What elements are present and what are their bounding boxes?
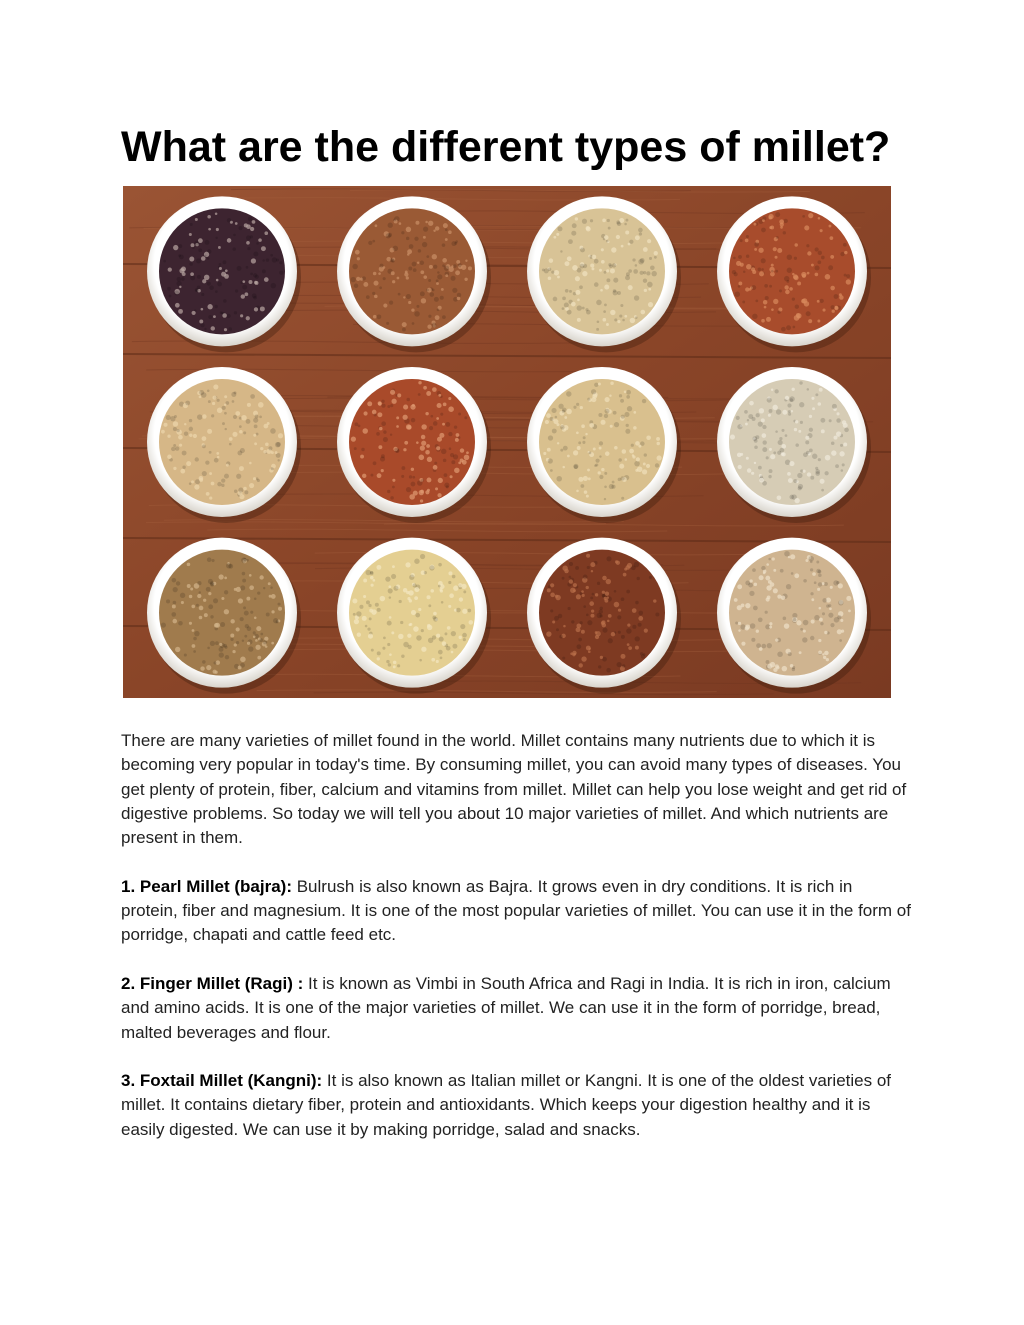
section-heading: 1. Pearl Millet (bajra): [121,876,292,896]
section-heading: 3. Foxtail Millet (Kangni): [121,1071,323,1091]
millet-bowls-photo [123,186,891,698]
section-text: It is known as Vimbi in South Africa and Ragi in India. It is rich in iron, calcium and amino acids. It is one of the major varieties of millet. We can use it in the form of porridge, bread, malted beverages and flour. [121,973,891,1042]
section-foxtail-millet [121,1069,911,1142]
section-heading: 2. Finger Millet (Ragi) : [121,973,304,993]
article-body [121,729,911,1166]
section-pearl-millet [121,875,911,948]
page-title: What are the different types of millet? [121,123,891,171]
section-finger-millet [121,972,911,1045]
section-text: Bulrush is also known as Bajra. It grows even in dry conditions. It is rich in protein, fiber and magnesium. It is one of the most popular varieties of millet. You can use it in the form of porridge, chapati and cattle feed etc. [121,876,911,945]
intro-paragraph: There are many varieties of millet found in the world. Millet contains many nutrients due to which it is becoming very popular in today's time. By consuming millet, you can avoid many types of diseases. You get plenty of protein, fiber, calcium and vitamins from millet. Millet can help you lose weight and get rid of digestive problems. So today we will tell you about 10 major varieties of millet. And which nutrients are present in them. [121,731,907,848]
section-text: It is also known as Italian millet or Kangni. It is one of the oldest varieties of millet. It contains dietary fiber, protein and antioxidants. Which keeps your digestion healthy and it is easily digested. We can use it by making porridge, salad and snacks. [121,1071,892,1139]
